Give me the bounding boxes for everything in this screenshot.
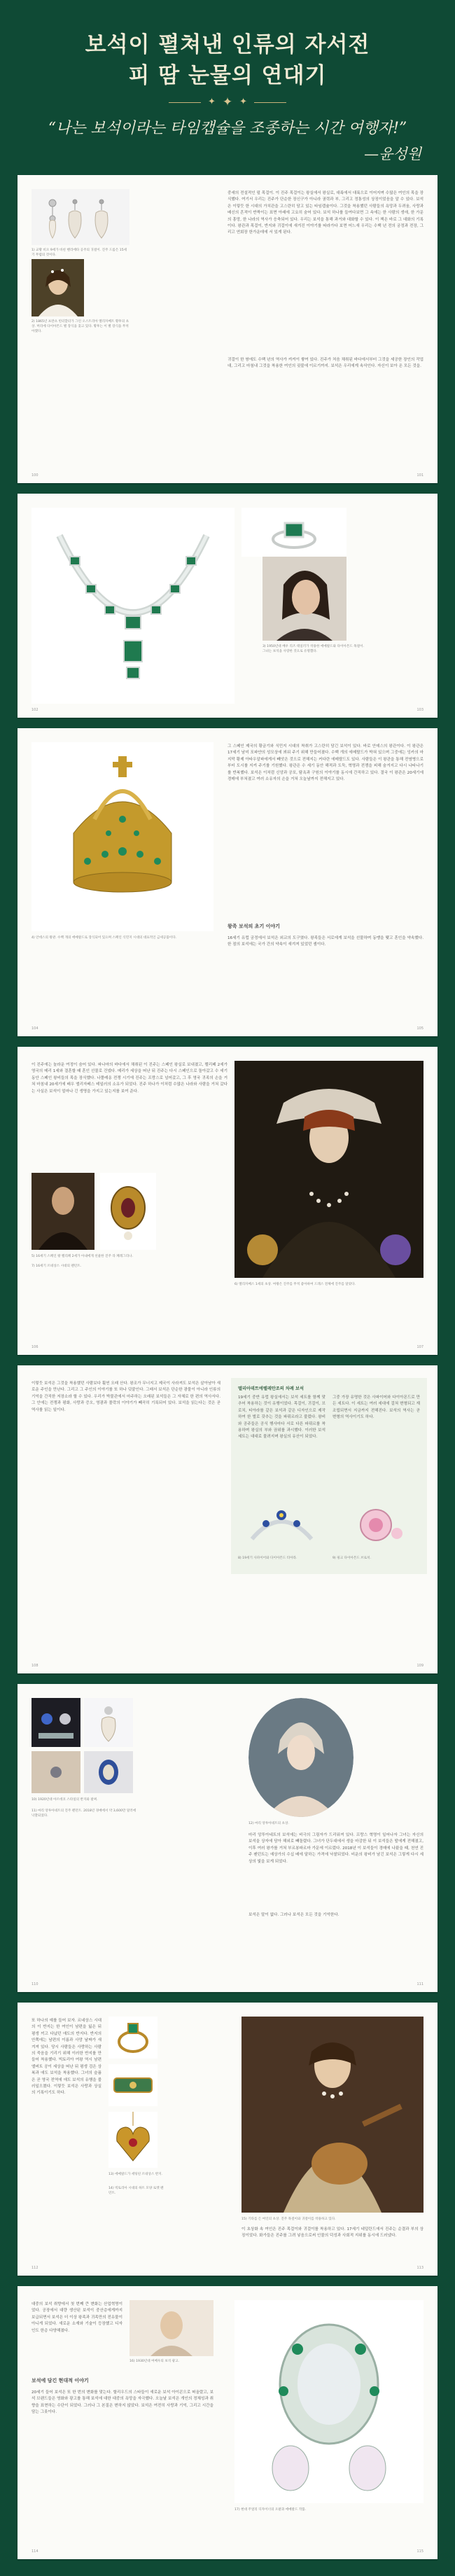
sidebar-title: 멜리아데트에렐레안조의 차례 보석: [238, 1386, 304, 1391]
heart-locket-photo: [108, 2112, 158, 2168]
emerald-necklace-image: [31, 508, 234, 704]
caption-marie-antoinette: 12) 마리 앙투아네트의 초상.: [248, 1822, 289, 1825]
caption-art-deco: 10) 1920년대 아르데코 스타일의 반지와 팔찌.: [31, 1798, 98, 1802]
caption-brooch: 9) 핑크 다이아몬드 브로치.: [332, 1557, 371, 1560]
title-line-1: 보석이 펼쳐낸 인류의 자서전: [85, 32, 370, 57]
quote-author: —윤성원: [364, 146, 421, 162]
art-deco-image: [31, 1698, 80, 1747]
renaissance-pendant-photo: [100, 1173, 156, 1250]
caption-pendant: 7) 16세기 르네상스 시대의 펜던트.: [31, 1265, 82, 1268]
caption-portrait: 2) 1865년 프란츠 빈터할터가 그린 오스트리아 엘리자베트 황후의 초상. 머리에 다이아몬드 별 장식을 꽂고 있다. 황후는 이 별 장식을 무척 아꼈다.: [31, 320, 130, 333]
page-6-body-text-2: 보석은 말이 없다. 그러나 보석은 모든 것을 기억한다.: [248, 1913, 340, 1917]
actress-portrait-image: [262, 557, 346, 641]
emerald-ring-image: [241, 508, 346, 557]
brooch-image: [332, 1497, 420, 1553]
book-spread-7: [18, 2003, 438, 2276]
monk-portrait-image: [31, 1173, 94, 1250]
page-number-left: 104: [31, 1026, 38, 1031]
book-spread-4: [18, 1047, 438, 1355]
section-subheading-2: 보석에 담긴 현대적 이야기: [31, 2378, 89, 2383]
vintage-ad-photo: [130, 2300, 214, 2356]
caption-locket: 14) 빅토리아 시대의 하트 모양 로켓 펜던트.: [108, 2187, 164, 2195]
star-icon: ✦: [207, 97, 216, 107]
page-1-body-text-2: 귀걸이 한 쌍에도 수백 년의 역사가 켜켜이 쌓여 있다. 진주가 처음 채취된 바다에서부터 그것을 세공한 장인의 작업대, 그리고 마침내 그것을 착용한 여인의 귓불에 이르기까지. 보석은 우리에게 속삭인다. 자신이 보아 온 모든 것을.: [227, 358, 424, 369]
cameo-image: [84, 1751, 133, 1793]
book-spread-5: [18, 1365, 438, 1673]
caption-tiara: 8) 19세기 사파이어와 다이아몬드 티아라.: [238, 1557, 298, 1560]
caption-earrings: 1) 교황 비오 9세가 바친 헨리에타 공주의 귀걸이. 진주 드롭은 15세기 무렵의 것이다.: [31, 249, 127, 257]
title-ornament: [0, 95, 455, 109]
page-number-left: 100: [31, 473, 38, 478]
crown-of-andes-photo: [31, 742, 214, 931]
marie-antoinette-portrait-photo: [248, 1698, 354, 1817]
page-4-body-text: 이 진주에는 놀라운 여정이 숨어 있다. 파나마의 바다에서 채취된 이 진주는 스페인 왕실로 보내졌고, 펠리페 2세가 영국의 메리 1세와 결혼할 때 혼인 선물로 건넸다. 메리가 세상을 떠난 뒤 진주는 다시 스페인으로 돌아갔고 수 세기 동안 스페인 왕비들의 목을 장식했다. 나폴레옹 전쟁 시기에 진주는 프랑스로 넘어갔고, 그 후 영국 귀족의 손을 거쳐 마침내 20세기에 배우 엘리자베스 테일러의 소유가 되었다. 진주 하나가 이처럼 수많은 나라와 사람을 거쳐 갔다는 사실은 보석이 얼마나 긴 생명을 가지고 있는지를 보여 준다.: [31, 1063, 227, 1094]
page-3-body-text: 그 스페인 제국의 황금기와 식민지 시대의 착취가 고스란히 담긴 보석이 있다. 바로 안데스의 왕관이다. 이 왕관은 17세기 남미 포파얀의 성모상에 씌워 주기 위해 만들어졌다. 수백 개의 에메랄드가 박혀 있으며 그중에는 잉카의 마지막 황제 아타우알파에게서 빼앗은 것으로 전해지는 커다란 에메랄드도 있다. 사람들은 이 왕관을 통해 전염병으로부터 도시를 지켜 주기를 기원했다. 왕관은 수 세기 동안 해적과 도둑, 혁명과 전쟁을 피해 숨겨지고 다시 나타나기를 반복했다. 보석은 이처럼 신앙과 공포, 탐욕과 구원의 이야기를 동시에 간직하고 있다. 결국 이 왕관은 20세기에 경매에 부쳐졌고 여러 소유자의 손을 거쳐 오늘날까지 전해지고 있다.: [227, 744, 424, 782]
tiara-image: [238, 1497, 326, 1553]
page-number-right: 113: [416, 2266, 424, 2270]
page-number-left: 110: [31, 1982, 38, 1986]
book-spread-8: [18, 2286, 438, 2559]
star-icon-center: ✦: [222, 95, 233, 109]
caption-queen: 6) 엘리자베스 1세의 초상. 여왕은 진주를 무척 좋아하여 드레스 전체에 진주를 달았다.: [234, 1283, 356, 1286]
caption-monk: 5) 16세기 스페인 왕 펠리페 2세가 아내에게 선물한 진주 라 페레그리나.: [31, 1255, 133, 1258]
page-number-left: 108: [31, 1664, 38, 1668]
page-number-left: 114: [31, 2549, 38, 2554]
page-number-right: 111: [416, 1982, 424, 1986]
caption-guitar-lady: 15) 기타를 든 여인의 초상. 진주 목걸이와 귀걸이를 착용하고 있다.: [241, 2218, 336, 2221]
renaissance-ring-image: [108, 2017, 158, 2059]
header-quote: “나는 보석이라는 타임캡슐을 조종하는 시간 여행자!”: [48, 120, 407, 137]
page-number-right: 105: [416, 1026, 424, 1031]
pearl-earrings-image: [31, 189, 130, 245]
pearl-pendant-photo: [84, 1698, 133, 1747]
caption-ring: 13) 에메랄드가 세팅된 르네상스 반지.: [108, 2173, 163, 2176]
page-number-right: 101: [416, 473, 424, 478]
emerald-ring-photo: [241, 508, 346, 557]
empress-portrait-photo: [31, 259, 84, 316]
page-7-body-text-2: 이 초상화 속 여인은 진주 목걸이와 귀걸이를 착용하고 있다. 17세기 네덜란드에서 진주는 순결과 부의 상징이었다. 화가들은 진주를 그려 넣음으로써 인물의 덕성과 사회적 지위를 동시에 드러냈다.: [241, 2227, 424, 2239]
header-banner: [0, 0, 455, 168]
caption-modern-jewelry: 17) 현대 주얼리 디자이너의 오팔과 에메랄드 작품.: [234, 2508, 307, 2512]
renaissance-ring-photo: [108, 2017, 158, 2059]
book-spread-2: [18, 494, 438, 718]
modern-jewelry-image: [234, 2300, 424, 2503]
page-number-left: 106: [31, 1345, 38, 1349]
caption-pearl-pendant: 11) 마리 앙투아네트의 진주 펜던트. 2018년 경매에서 약 3,600만 달러에 낙찰되었다.: [31, 1809, 136, 1818]
monk-portrait-photo: [31, 1173, 94, 1250]
pink-brooch-photo: [332, 1497, 420, 1553]
caption-vintage-ad: 16) 1930년대 여배우의 보석 광고.: [130, 2360, 180, 2363]
heart-locket-image: [108, 2112, 158, 2168]
sapphire-tiara-photo: [238, 1497, 326, 1553]
enamel-bracelet-photo: [108, 2064, 158, 2106]
page-number-right: 115: [416, 2549, 424, 2554]
queen-elizabeth-portrait-photo: [234, 1061, 424, 1278]
guitar-lady-portrait-photo: [241, 2017, 424, 2213]
vintage-ad-image: [130, 2300, 214, 2356]
page-number-right: 109: [416, 1664, 424, 1668]
gold-crown-image: [31, 742, 214, 931]
page-number-right: 103: [416, 708, 424, 712]
emerald-necklace-photo: [31, 508, 234, 704]
star-icon: ✦: [239, 97, 248, 107]
page-5-body-text: 이렇듯 보석은 그것을 착용했던 사람보다 훨씬 오래 산다. 왕조가 무너지고 제국이 사라져도 보석은 살아남아 새로운 주인을 만난다. 그리고 그 주인의 이야기를 또 하나 덧붙인다. 그래서 보석은 단순한 광물이 아니라 인류의 기억을 간직한 저장소라 할 수 있다. 우리가 박물관에서 마주하는 오래된 보석들은 그 자체로 한 편의 역사서다. 그 안에는 전쟁과 평화, 사랑과 증오, 영광과 몰락의 이야기가 빼곡히 기록되어 있다. 보석을 읽는다는 것은 곧 역사를 읽는 일이다.: [31, 1381, 220, 1412]
sidebar-text-1: 19세기 중반 유럽 왕실에서는 보석 세트를 함께 맞추어 착용하는 것이 유행이었다. 목걸이, 귀걸이, 브로치, 티아라를 같은 보석과 같은 디자인으로 제작하여 한 벌로 갖추는 것을 파뤼르라고 불렀다. 왕비와 공주들은 공식 행사마다 서로 다른 파뤼르를 착용하며 왕실의 부와 권위를 과시했다. 이러한 보석 세트는 대대로 물려지며 왕실의 유산이 되었다.: [238, 1395, 326, 1440]
bracelet-image: [108, 2064, 158, 2106]
page-number-left: 102: [31, 708, 38, 712]
cameo-photo: [84, 1751, 133, 1793]
sidebar-text-2: 그중 가장 유명한 것은 사파이어와 다이아몬드로 만든 세트다. 이 세트는 여러 세대에 걸쳐 변형되고 재조립되면서 지금까지 전해진다. 보석의 역사는 곧 변형의 역사이기도 하다.: [332, 1395, 420, 1420]
pearl-pendant-image: [84, 1698, 133, 1747]
art-deco-jewels-photo: [31, 1698, 80, 1747]
book-spread-3: [18, 728, 438, 1036]
book-spread-6: [18, 1684, 438, 1992]
pearl-earrings-photo: [31, 189, 130, 245]
section-subheading: 왕족 보석의 초기 이야기: [227, 924, 280, 929]
queen-portrait-image: [234, 1061, 424, 1278]
caption-crown: 4) 안데스의 왕관. 수백 개의 에메랄드로 장식되어 있으며 스페인 식민지 시대의 대표적인 금세공품이다.: [31, 936, 177, 940]
marie-antoinette-image: [248, 1698, 354, 1817]
title-line-2: 피 땀 눈물의 연대기: [128, 63, 327, 88]
page-8-body-text: 대중의 보석 취향에서 첫 번째 큰 변화는 산업혁명이었다. 공장에서 대량 생산된 보석이 중산층에게까지 보급되면서 보석은 더 이상 왕족과 귀족만의 전유물이 아니게 되었다. 새로운 소재와 기술이 등장했고 디자인도 한층 다양해졌다.: [31, 2302, 122, 2333]
page-number-right: 107: [416, 1345, 424, 1349]
hand-ring-image: [31, 1751, 80, 1793]
page-number-left: 112: [31, 2266, 38, 2270]
empress-portrait-image: [31, 259, 84, 316]
page-6-body-text: 마리 앙투아네트의 보석에는 비극의 그림자가 드리워져 있다. 프랑스 혁명이 일어나자 그녀는 자신의 보석을 상자에 담아 해외로 빼돌렸다. 그녀가 단두대에서 생을 마감한 뒤 이 보석들은 딸에게 전해졌고, 이후 여러 왕가를 거쳐 부르봉파르마 가문에 이르렀다. 2018년 이 보석들이 경매에 나왔을 때, 천연 진주 펜던트는 예상가의 수십 배에 달하는 가격에 낙찰되었다. 비운의 왕비가 남긴 보석은 그렇게 다시 세상의 빛을 보게 되었다.: [248, 1833, 424, 1864]
hand-ring-photo: [31, 1751, 80, 1793]
liz-taylor-photo: [262, 557, 346, 641]
ornament-line-left: [169, 102, 201, 103]
page-1-body-text: 중세의 전설적인 펄 목걸이. 이 진주 목걸이는 왕실에서 왕실로, 대륙에서 대륙으로 이어지며 수많은 여인의 목을 장식했다. 여기서 우리는 진주가 단순한 장신구가 아니라 권력과 부, 그리고 정통성의 상징이었음을 알 수 있다. 보석은 이렇듯 한 시대의 가치관을 고스란히 담고 있는 타임캡슐이다. 그것을 착용했던 사람들의 욕망과 두려움, 사랑과 배신의 흔적이 반짝이는 표면 아래에 고요히 숨어 있다. 보석 하나를 들여다보면 그 속에는 한 사람의 생애, 한 가문의 흥망, 한 나라의 역사가 응축되어 있다. 우리는 보석을 통해 과거와 대화할 수 있다. 이 책은 바로 그 대화의 기록이다. 왕관과 목걸이, 반지와 귀걸이에 새겨진 이야기를 따라가다 보면 어느새 우리는 수백 년 전의 궁정과 전장, 그리고 연회장 한가운데에 서 있게 된다.: [227, 191, 424, 235]
caption-necklace: 3) 1950년대 배우 리즈 테일러가 착용한 에메랄드와 다이아몬드 목걸이. 그녀는 보석을 사랑한 것으로 유명했다.: [262, 645, 364, 653]
modern-jewelry-photo: [234, 2300, 424, 2503]
page-3-body-text-2: 16세기 유럽 궁정에서 보석은 외교의 도구였다. 왕족들은 서로에게 보석을 선물하며 동맹을 맺고 혼인을 약속했다. 한 점의 보석에는 국가 간의 약속이 새겨져 있었던 셈이다.: [227, 936, 424, 947]
sidebar-box: [231, 1378, 427, 1574]
page-8-body-text-2: 20세기 들어 보석은 또 한 번의 변화를 맞는다. 할리우드의 스타들이 새로운 보석 아이콘으로 떠올랐고, 보석 브랜드들은 영화와 광고를 통해 보석에 대한 대중의 욕망을 자극했다. 오늘날 보석은 개인의 정체성과 취향을 표현하는 수단이 되었다. 그러나 그 본질은 변하지 않았다. 보석은 여전히 사랑과 기억, 그리고 시간을 담는 그릇이다.: [31, 2390, 214, 2415]
guitar-lady-image: [241, 2017, 424, 2213]
page-7-body-text: 또 하나의 예를 들어 보자. 르네상스 시대의 이 반지는 한 여인이 남편을 잃은 뒤 평생 끼고 다녔던 애도의 반지다. 반지의 안쪽에는 남편의 이름과 사망 날짜가 새겨져 있다. 당시 사람들은 사랑하는 사람의 죽음을 기리기 위해 이러한 반지를 만들어 착용했다. 빅토리아 여왕 역시 남편 앨버트 공이 세상을 떠난 뒤 평생 검은 상복과 애도 보석을 착용했다. 그녀의 슬픔은 곧 영국 전역에 애도 보석의 유행을 불러일으켰다. 이렇듯 보석은 사랑과 상실의 기록이기도 하다.: [31, 2019, 102, 2096]
ornament-line-right: [254, 102, 286, 103]
book-spread-1: [18, 175, 438, 483]
pendant-image: [100, 1173, 156, 1250]
